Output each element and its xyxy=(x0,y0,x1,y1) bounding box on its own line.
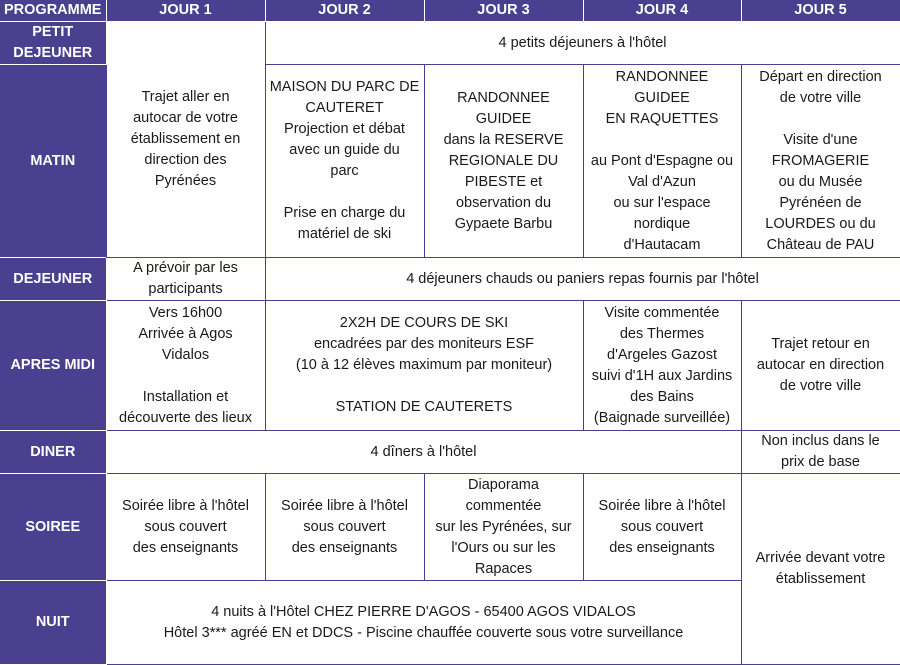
header-jour-5: JOUR 5 xyxy=(741,0,900,22)
cell-nuit-hotel: 4 nuits à l'Hôtel CHEZ PIERRE D'AGOS - 65400 AGOS VIDALOS Hôtel 3*** agréé EN et DDCS - Piscine chauffée couverte sous votre surveillance xyxy=(106,581,741,665)
cell-apres-midi-jour4: Visite commentée des Thermes d'Argeles Gazost suivi d'1H aux Jardins des Bains (Baignade surveillée) xyxy=(583,301,741,431)
row-label-soiree: SOIREE xyxy=(0,474,106,581)
cell-apres-midi-ski: 2X2H DE COURS DE SKI encadrées par des moniteurs ESF (10 à 12 élèves maximum par moniteur) STATION DE CAUTERETS xyxy=(265,301,583,431)
row-label-matin: MATIN xyxy=(0,65,106,258)
cell-matin-jour2: MAISON DU PARC DE CAUTERET Projection et débat avec un guide du parc Prise en charge du matériel de ski xyxy=(265,65,424,258)
cell-apres-midi-jour5: Trajet retour en autocar en direction de votre ville xyxy=(741,301,900,431)
cell-dejeuner-all: 4 déjeuners chauds ou paniers repas fournis par l'hôtel xyxy=(265,258,900,301)
row-label-nuit: NUIT xyxy=(0,581,106,665)
cell-arrivee-etablissement: Arrivée devant votre établissement xyxy=(741,474,900,665)
header-jour-2: JOUR 2 xyxy=(265,0,424,22)
cell-soiree-jour4: Soirée libre à l'hôtel sous couvert des enseignants xyxy=(583,474,741,581)
header-programme: PROGRAMME xyxy=(0,0,106,22)
row-label-dejeuner: DEJEUNER xyxy=(0,258,106,301)
header-jour-1: JOUR 1 xyxy=(106,0,265,22)
cell-soiree-jour3: Diaporama commentée sur les Pyrénées, sur l'Ours ou sur les Rapaces xyxy=(424,474,583,581)
cell-petit-dejeuner-all: 4 petits déjeuners à l'hôtel xyxy=(265,22,900,65)
row-label-petit-dejeuner: PETIT DEJEUNER xyxy=(0,22,106,65)
cell-matin-jour3: RANDONNEE GUIDEE dans la RESERVE REGIONALE DU PIBESTE et observation du Gypaete Barbu xyxy=(424,65,583,258)
cell-dejeuner-jour1: A prévoir par les participants xyxy=(106,258,265,301)
row-label-apres-midi: APRES MIDI xyxy=(0,301,106,431)
cell-diner-all: 4 dîners à l'hôtel xyxy=(106,431,741,474)
cell-matin-jour5: Départ en direction de votre ville Visite d'une FROMAGERIE ou du Musée Pyrénéen de LOURDES ou du Château de PAU xyxy=(741,65,900,258)
cell-soiree-jour2: Soirée libre à l'hôtel sous couvert des enseignants xyxy=(265,474,424,581)
cell-soiree-jour1: Soirée libre à l'hôtel sous couvert des enseignants xyxy=(106,474,265,581)
cell-diner-jour5: Non inclus dans le prix de base xyxy=(741,431,900,474)
cell-matin-jour4: RANDONNEE GUIDEE EN RAQUETTES au Pont d'Espagne ou Val d'Azun ou sur l'espace nordique d'Hautacam xyxy=(583,65,741,258)
cell-apres-midi-jour1: Vers 16h00 Arrivée à Agos Vidalos Installation et découverte des lieux xyxy=(106,301,265,431)
header-jour-3: JOUR 3 xyxy=(424,0,583,22)
cell-jour1-trajet-aller: Trajet aller en autocar de votre établissement en direction des Pyrénées xyxy=(106,22,265,258)
header-jour-4: JOUR 4 xyxy=(583,0,741,22)
row-label-diner: DINER xyxy=(0,431,106,474)
